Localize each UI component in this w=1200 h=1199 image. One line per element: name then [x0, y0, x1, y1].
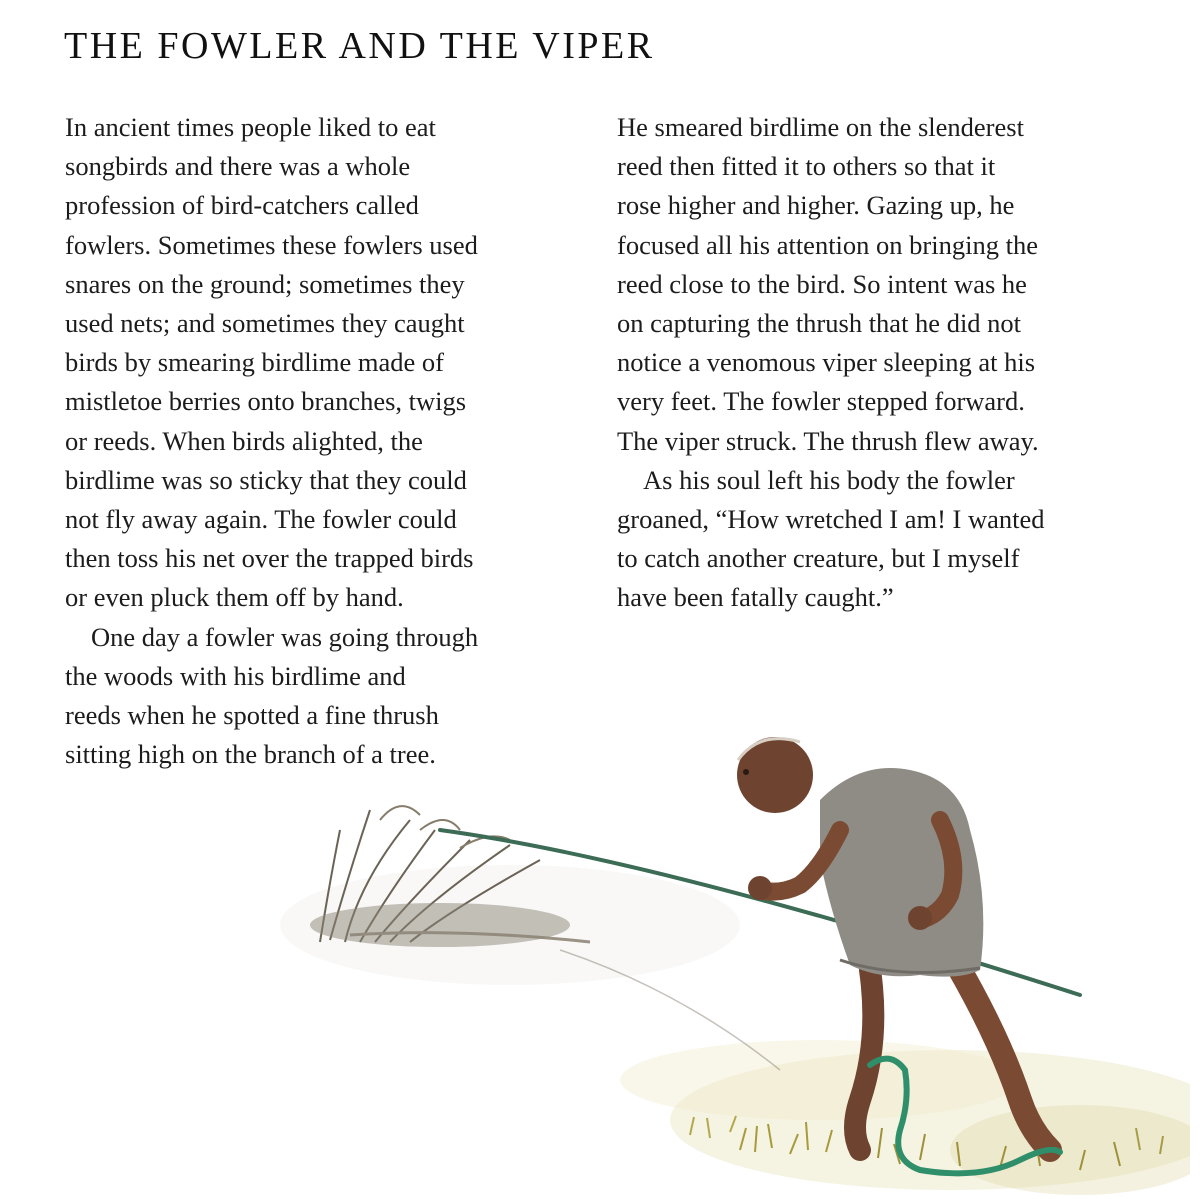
text-line: the woods with his birdlime and	[65, 660, 406, 691]
text-line: rose higher and higher. Gazing up, he	[617, 190, 1015, 221]
text-line: mistletoe berries onto branches, twigs	[65, 386, 467, 417]
text-line: have been fatally caught.”	[617, 582, 894, 613]
text-line: reeds when he spotted a fine thrush	[65, 700, 439, 731]
text-line: notice a venomous viper sleeping at his	[617, 347, 1036, 378]
text-line: on capturing the thrush that he did not	[617, 308, 1022, 339]
text-line: to catch another creature, but I myself	[617, 543, 1020, 574]
text-line: reed then fitted it to others so that it	[617, 151, 996, 182]
text-line: In ancient times people liked to eat	[65, 112, 436, 142]
paragraph-start-line: As his soul left his body the fowler	[643, 464, 1015, 495]
text-line: birdlime was so sticky that they could	[65, 464, 467, 495]
text-line: then toss his net over the trapped birds	[65, 543, 474, 574]
text-line: songbirds and there was a whole	[65, 151, 411, 182]
text-line: groaned, “How wretched I am! I wanted	[617, 504, 1045, 535]
text-line: snares on the ground; sometimes they	[65, 268, 465, 299]
text-line: reed close to the bird. So intent was he	[617, 268, 1027, 299]
paragraph-start-line: One day a fowler was going through	[91, 621, 479, 652]
text-line: not fly away again. The fowler could	[65, 504, 457, 535]
story-column-left	[65, 108, 565, 774]
text-line: sitting high on the branch of a tree.	[65, 739, 436, 770]
bush-grass	[310, 903, 570, 947]
text-line: or even pluck them off by hand.	[65, 582, 404, 613]
text-line: focused all his attention on bringing the	[617, 229, 1038, 260]
text-line: The viper struck. The thrush flew away.	[617, 425, 1039, 456]
page-title: THE FOWLER AND THE VIPER	[64, 25, 655, 67]
text-line: birds by smearing birdlime made of	[65, 347, 445, 378]
text-line: He smeared birdlime on the slenderest	[617, 112, 1024, 142]
text-line: fowlers. Sometimes these fowlers used	[65, 229, 478, 260]
text-line: or reeds. When birds alighted, the	[65, 425, 423, 456]
text-line: profession of bird-catchers called	[65, 190, 419, 221]
fowler-illustration	[260, 680, 1190, 1199]
text-line: used nets; and sometimes they caught	[65, 308, 465, 339]
story-column-right	[617, 108, 1127, 618]
text-line: very feet. The fowler stepped forward.	[617, 386, 1025, 417]
